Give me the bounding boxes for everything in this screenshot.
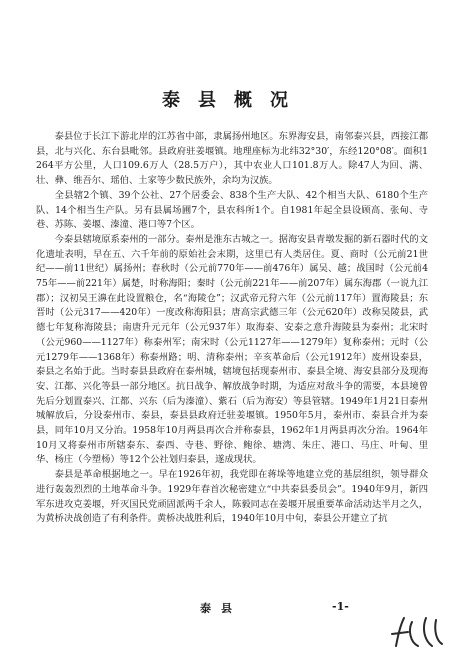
- page-number: -1-: [332, 600, 349, 613]
- page-footer: [0, 600, 450, 616]
- page-title: 泰县概况: [162, 90, 306, 111]
- paragraph-administration: 全县辖2个镇、39个公社、27个居委会、838个生产大队、42个相当大队、6180个生产队、14个相当生产队。另有县属场圃7个，县农科所1个。自1981年起全县设顾高、张甸、寺巷、苏陈、姜堰、溱潼、港口等7个区。: [36, 189, 428, 231]
- handwritten-mark: [388, 612, 444, 652]
- paragraph-location: 泰县位于长江下游北岸的江苏省中部，隶属扬州地区。东界海安县，南邻泰兴县，西接江都县，北与兴化、东台县毗邻。县政府驻姜堰镇。地理座标为北纬32°30′，东经120°08′。面积1264平方公里，人口109.6万人（28.5万户），其中农业人口101.8万人。除47人为回、满、壮、彝、维吾尔、瑶伯、土家等少数民族外，余均为汉族。: [36, 131, 428, 187]
- footer-county-name: 泰县: [200, 602, 242, 615]
- paragraph-history: 今泰县辖境原系泰州的一部分。泰州是淮东古城之一。据海安县青墩发掘的新石器时代的文化遗址表明，早在五、六千年前的原始社会末期，这里已有人类居住。夏、商时（公元前21世纪——前11世纪）属扬州；春秋时（公元前770年——前476年）属吴、越；战国时（公元前475年——前221年）属楚，时称海阳；秦时（公元前221年——前207年）属东海郡（一说九江郡）；汉初吴王濞在此设置粮仓，名“海陵仓”；汉武帝元狩六年（公元前117年）置海陵县；东晋时（公元317——420年）一度改称海阳县；唐高宗武德三年（公元620年）改称吴陵县，武德七年复称海陵县；南唐升元元年（公元937年）取海泰、安泰之意升海陵县为泰州；北宋时（公元960——1127年）称泰州军；南宋时（公元1127年——1279年）复称泰州；元时（公元1279年——1368年）称泰州路；明、清称泰州；辛亥革命后（公元1912年）废州设泰县，泰县之名始于此。当时泰县县政府在泰州城，辖境包括现泰州市、泰县全境、海安县部分及现海安、江都、兴化等县一部分地区。抗日战争、解放战争时期，为适应对敌斗争的需要，本县境曾先后分划置泰兴、江都、兴东（后为溱潼）、紫石（后为海安）等县管辖。1949年1月21日泰州城解放后，分设泰州市、泰县，泰县县政府迁驻姜堰镇。1950年5月，泰州市、泰县合并为泰县，同年10月又分治。1958年10月两县再次合并称泰县，1962年1月两县再次分治。1964年10月又将泰州市所辖泰东、泰西、寺巷、野徐、鲍徐、塘湾、朱庄、港口、马庄、叶甸、里华、杨庄（今塑杨）等12个公社划归泰县，遂成现状。: [36, 233, 428, 466]
- document-body: [36, 130, 428, 527]
- paragraph-revolution: 泰县是革命根据地之一。早在1926年初，我党即在蒋垛等地建立党的基层组织，领导群众进行轰轰烈烈的土地革命斗争。1929年春首次秘密建立“中共泰县委员会”。1940年9月，新四军东进攻克姜堰，歼灭国民党顽固派两千余人，陈毅同志在姜堰开展重要革命活动达半月之久，为黄桥决战创造了有利条件。黄桥决战胜利后，1940年10月中旬，泰县公开建立了抗: [36, 469, 428, 525]
